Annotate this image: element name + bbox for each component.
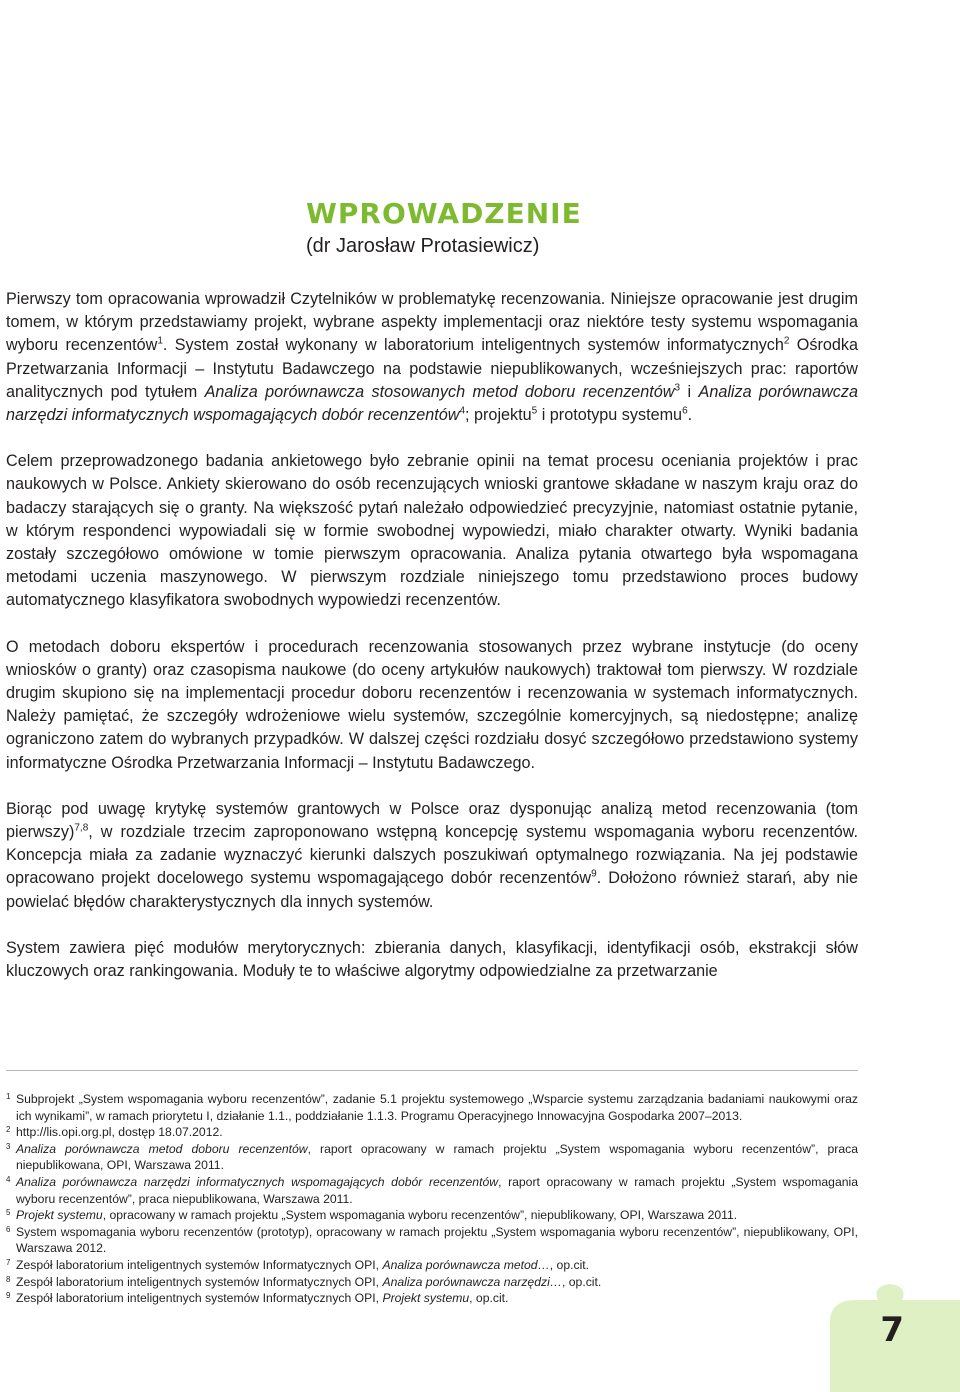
footnote: [6, 1091, 858, 1124]
paragraph-text: i: [680, 382, 699, 401]
italic-title: Analiza porównawcza narzędzi informatycznych wspomagających dobór recenzentów: [6, 382, 858, 425]
footnote-number: 9: [6, 1291, 11, 1301]
paragraph-text: . System został wykonany w laboratorium inteligentnych systemów informatycznych: [162, 336, 784, 355]
footnote-text: , op.cit.: [549, 1257, 590, 1272]
footnote-ref: 2: [783, 336, 790, 348]
footnote-italic: Projekt systemu: [16, 1208, 103, 1223]
paragraph-text: Biorąc pod uwagę krytykę systemów grantowych w Polsce oraz dysponując analizą metod recenzowania (tom pierwszy): [6, 799, 858, 842]
paragraph-2: Celem przeprowadzonego badania ankietowego było zebranie opinii na temat procesu oceniania projektów i prac naukowych w Polsce. Ankiety skierowano do osób recenzujących wnioski grantowe składane w naszym kraju oraz do badaczy starających się o granty. Na większość pytań należało odpowiedzieć precyzyjnie, natomiast ostatnie pytanie, w którym respondenci wypowiadali się w formie swobodnej wypowiedzi, miało charakter otwarty. Wyniki badania zostały szczegółowo omówione w tomie pierwszym opracowania. Analiza pytania otwartego była wspomagana metodami uczenia maszynowego. W pierwszym rozdziale niniejszego tomu przedstawiono proces budowy automatycznego klasyfikatora swobodnych wypowiedzi recenzentów.: [6, 452, 858, 610]
footnote-number: 2: [6, 1125, 11, 1135]
footnote-text: System wspomagania wyboru recenzentów (prototyp), opracowany w ramach projektu „System wspomagania wyboru recenzentów”, niepublikowany, OPI, Warszawa 2012.: [16, 1224, 858, 1256]
footnote-ref: 1: [157, 336, 163, 348]
footnote-text: Subprojekt „System wspomagania wyboru recenzentów”, zadanie 5.1 projektu systemowego „Wsparcie systemu zarządzania badaniami naukowymi oraz ich wynikami”, w ramach priorytetu I, działanie 1.1., poddziałanie 1.1.3. Programu Operacyjnego Innowacyjna Gospodarka 2007–2013.: [16, 1092, 858, 1123]
footnote-ref: 3: [674, 382, 681, 394]
footnote-text: Zespół laboratorium inteligentnych systemów Informatycznych OPI,: [16, 1257, 383, 1272]
footnote-text: , raport opracowany w ramach projektu „System wspomagania wyboru recenzentów”, praca niepublikowana, OPI, Warszawa 2011.: [16, 1141, 858, 1173]
paragraph-text: i prototypu systemu: [537, 406, 683, 425]
paragraph-text: ; projektu: [465, 406, 532, 425]
footnote-text: , op.cit.: [561, 1274, 602, 1289]
paragraph-text: , w rozdziale trzecim zaproponowano wstępną koncepcję systemu wspomagania wyboru recenzentów. Koncepcja miała za zadanie wyznaczyć kierunki dalszych poszukiwań optymalnego rozwiązania. Na jej podstawie opracowano projekt docelowego systemu wspomagającego dobór recenzentów: [6, 823, 858, 888]
footnote-text: , op.cit.: [469, 1291, 509, 1306]
footnote-ref: 5: [531, 405, 538, 417]
footnote-ref: 6: [682, 405, 688, 417]
footnote-text: , opracowany w ramach projektu „System wspomagania wyboru recenzentów”, niepublikowany, OPI, Warszawa 2011.: [102, 1208, 738, 1223]
footnote: [6, 1274, 858, 1291]
paragraph-text: Ośrodka Przetwarzania Informacji – Instytutu Badawczego na podstawie niepublikowanych, wcześniejszych prac: raportów analitycznych pod tytułem: [6, 336, 858, 401]
footnotes: [6, 1070, 858, 1307]
paragraph-5: System zawiera pięć modułów merytorycznych: zbierania danych, klasyfikacji, identyfikacji osób, ekstrakcji słów kluczowych oraz rankingowania. Moduły te to właściwe algorytmy odpowiedzialne za przetwarzanie: [6, 938, 858, 981]
footnote-number: 6: [6, 1224, 11, 1234]
chapter-heading: [306, 196, 666, 260]
footnote-italic: Analiza porównawcza narzędzi informatycznych wspomagających dobór recenzentów: [16, 1174, 499, 1189]
footnote-ref: 9: [591, 869, 597, 881]
footnote-number: 8: [6, 1274, 11, 1284]
footnote: [6, 1174, 858, 1207]
paragraph-text: Pierwszy tom opracowania wprowadził Czytelników w problematykę recenzowania. Niniejsze opracowanie jest drugim tomem, w którym przedstawiamy projekt, wybrane aspekty implementacji oraz niektóre testy systemu wspomagania wyboru recenzentów: [6, 290, 858, 355]
chapter-title: WPROWADZENIE: [306, 197, 582, 230]
footnote-text: , raport opracowany w ramach projektu „System wspomagania wyboru recenzentów”, praca niepublikowana, Warszawa 2011.: [16, 1174, 858, 1206]
footnote-italic: Analiza porównawcza metod doboru recenzentów: [16, 1141, 308, 1156]
paragraph-4: [6, 798, 858, 914]
paragraph-3: O metodach doboru ekspertów i procedurach recenzowania stosowanych przez wybrane instytucje (do oceny wniosków o granty) oraz czasopisma naukowe (do oceny artykułów naukowych) traktował tom pierwszy. W rozdziale drugim skupiono się na implementacji procedur doboru recenzentów i recenzowania w systemach informatycznych. Należy pamiętać, że szczegóły wdrożeniowe wielu systemów, szczególnie komercyjnych, są niedostępne; analizę ograniczono zatem do wybranych przypadków. W dalszej części rozdziału dosyć szczegółowo przedstawiono systemy informatyczne Ośrodka Przetwarzania Informacji – Instytutu Badawczego.: [6, 637, 858, 772]
footnote-italic: Analiza porównawcza metod…: [382, 1257, 550, 1272]
footnote-number: 4: [6, 1174, 11, 1184]
paragraph-1: [6, 288, 858, 427]
footnote-text: Zespół laboratorium inteligentnych systemów Informatycznych OPI,: [16, 1274, 383, 1289]
footnote-italic: Projekt systemu: [382, 1291, 470, 1306]
footnote: [6, 1257, 858, 1274]
paragraph-text: . Dołożono również starań, aby nie powielać błędów charakterystycznych dla innych systemów.: [6, 869, 858, 911]
footnote: [6, 1207, 858, 1224]
footnote-ref: 7,8: [74, 822, 89, 834]
footnote-number: 5: [6, 1208, 11, 1218]
footnote: [6, 1141, 858, 1174]
footnote-text: http://lis.opi.org.pl, dostęp 18.07.2012.: [16, 1125, 223, 1140]
footnote: [6, 1290, 858, 1307]
chapter-author: (dr Jarosław Protasiewicz): [306, 235, 540, 257]
paragraph-text: .: [687, 406, 693, 425]
footnote-italic: Analiza porównawcza narzędzi…: [382, 1274, 562, 1289]
footnote-text: Zespół laboratorium inteligentnych systemów Informatycznych OPI,: [16, 1291, 383, 1306]
footnote: [6, 1124, 858, 1141]
footnote-number: 1: [6, 1092, 11, 1101]
footnote-number: 7: [6, 1257, 11, 1267]
footnote-number: 3: [6, 1141, 11, 1151]
footnote: [6, 1224, 858, 1257]
italic-title: Analiza porównawcza stosowanych metod doboru recenzentów: [204, 382, 675, 401]
page-number: 7: [880, 1310, 904, 1350]
footnote-ref: 4: [459, 405, 466, 417]
body-text: [6, 288, 858, 1006]
